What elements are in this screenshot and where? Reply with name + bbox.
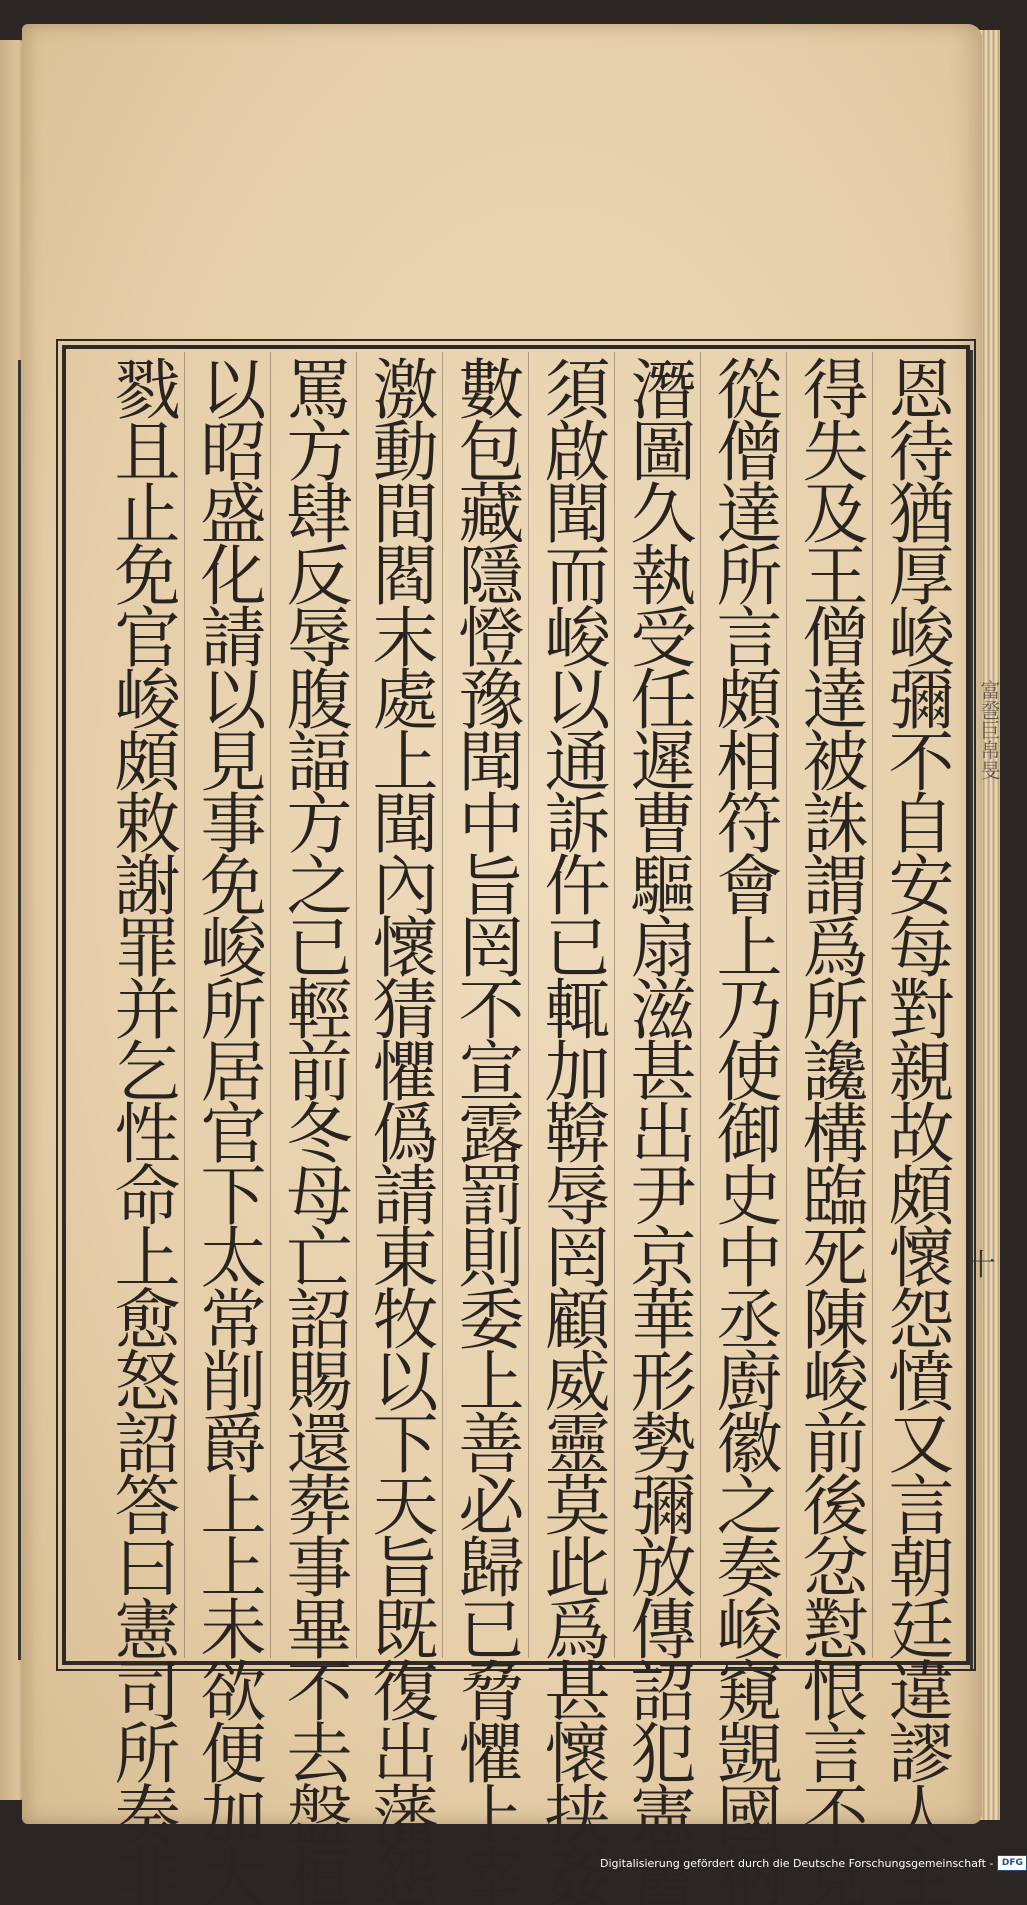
text-column-10: 戮且止免官峻頗敕謝罪并乞性命上愈怒詔答曰憲司所奏非 bbox=[103, 355, 180, 1905]
right-frame-line bbox=[970, 350, 991, 1670]
folio-number: 十 bbox=[966, 1248, 996, 1283]
folio-header: 富巹巨帛旻 bbox=[977, 680, 1001, 780]
text-column-1: 恩待猶厚峻彌不自安每對親故頗懷怨憤又言朝廷違謬人主 bbox=[877, 355, 954, 1905]
text-column-6: 數包藏隱憕豫聞中旨罔不宣露罰則委上善必歸已脅懼上宰 bbox=[447, 355, 524, 1905]
text-column-2: 得失及王僧達被誅謂爲所讒構臨死陳峻前後忿懟恨言不見 bbox=[791, 355, 868, 1905]
text-column-7: 激動間閻末處上聞內懷猜懼僞請東牧以下天旨既復出藩怨 bbox=[361, 355, 438, 1905]
text-column-4: 潛圖久執受任遲曹驅扇滋甚出尹京華形勢彌放傳詔犯憲舊 bbox=[619, 355, 696, 1905]
dfg-logo[interactable]: DFG bbox=[997, 1855, 1027, 1871]
text-column-8: 罵方肆反辱腹諨方之已輕前冬母亡詔賜還葬事畢不去盤桓 bbox=[275, 355, 352, 1905]
credit-text: Digitalisierung gefördert durch die Deutsche Forschungsgemeinschaft - bbox=[600, 1856, 994, 1870]
text-column-3: 從僧達所言頗相符會上乃使御史中丞廚徽之奏峻窺覬國柄 bbox=[705, 355, 782, 1905]
text-column-9: 以昭盛化請以見事免峻所居官下太常削爵上上未欲便加大 bbox=[189, 355, 266, 1905]
digitization-credit bbox=[600, 1854, 1027, 1872]
left-page-frame-line bbox=[4, 360, 21, 1660]
text-column-5: 須啟聞而峻以通訴仵已輒加鞥辱罔顧威靈莫此爲甚懷挟姦 bbox=[533, 355, 610, 1905]
